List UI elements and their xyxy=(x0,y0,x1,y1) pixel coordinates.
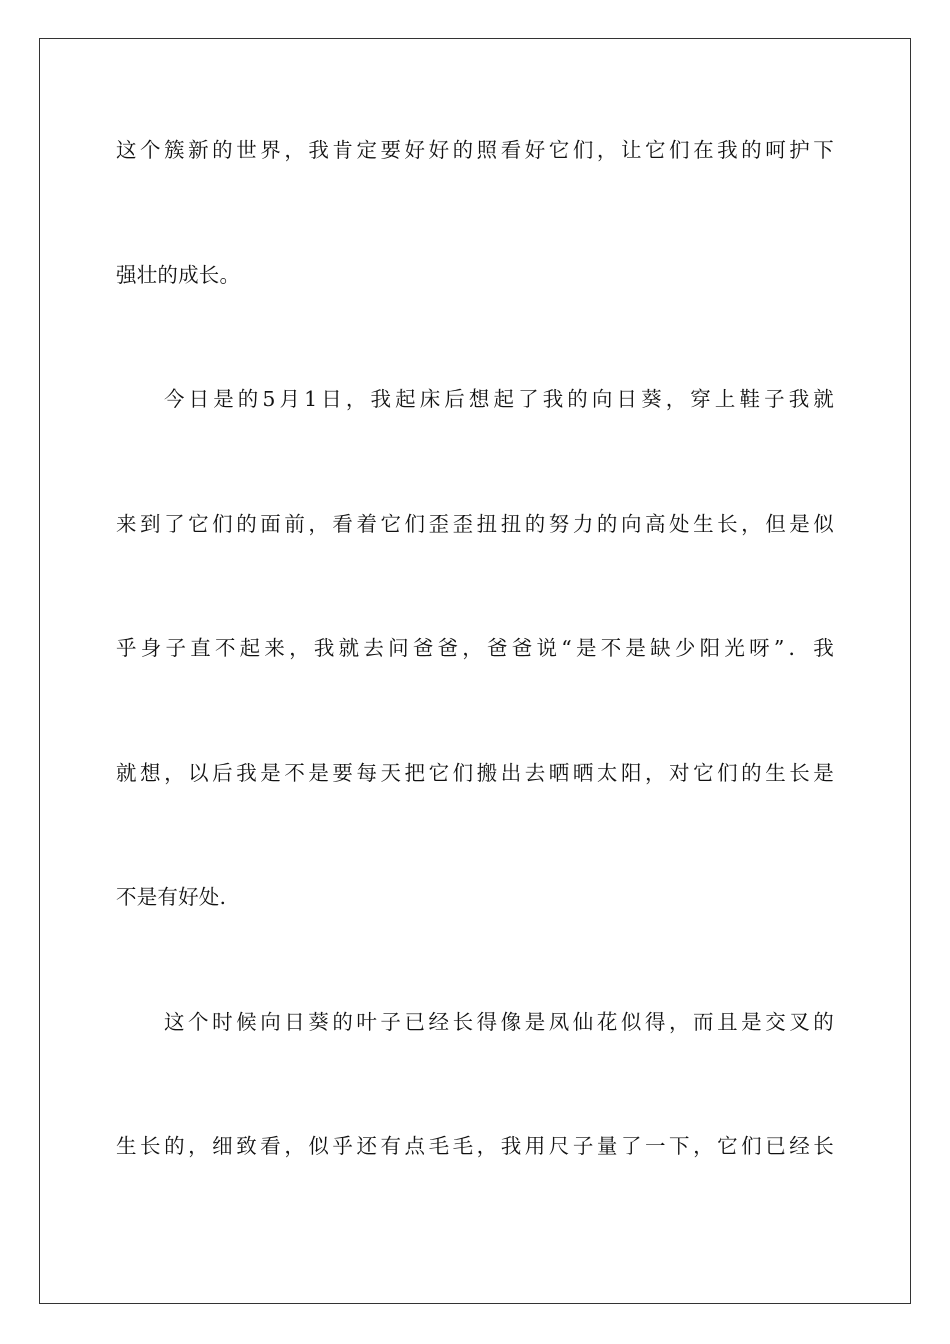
text-line-9: 生长的，细致看，似乎还有点毛毛，我用尺子量了一下，它们已经长 xyxy=(116,1134,834,1158)
text-line-8: 这个时候向日葵的叶子已经长得像是凤仙花似得，而且是交叉的 xyxy=(164,1010,834,1034)
text-line-4: 来到了它们的面前，看着它们歪歪扭扭的努力的向高处生长，但是似 xyxy=(116,512,834,536)
text-line-6: 就想，以后我是不是要每天把它们搬出去晒晒太阳，对它们的生长是 xyxy=(116,761,834,785)
page-border xyxy=(39,38,911,1304)
text-line-5: 乎身子直不起来，我就去问爸爸，爸爸说“是不是缺少阳光呀”．我 xyxy=(116,636,834,660)
text-line-2: 强壮的成长。 xyxy=(116,263,241,287)
text-line-7: 不是有好处. xyxy=(116,885,227,909)
text-line-1: 这个簇新的世界，我肯定要好好的照看好它们，让它们在我的呵护下 xyxy=(116,138,834,162)
text-line-3: 今日是的5月1日，我起床后想起了我的向日葵，穿上鞋子我就 xyxy=(164,387,834,411)
